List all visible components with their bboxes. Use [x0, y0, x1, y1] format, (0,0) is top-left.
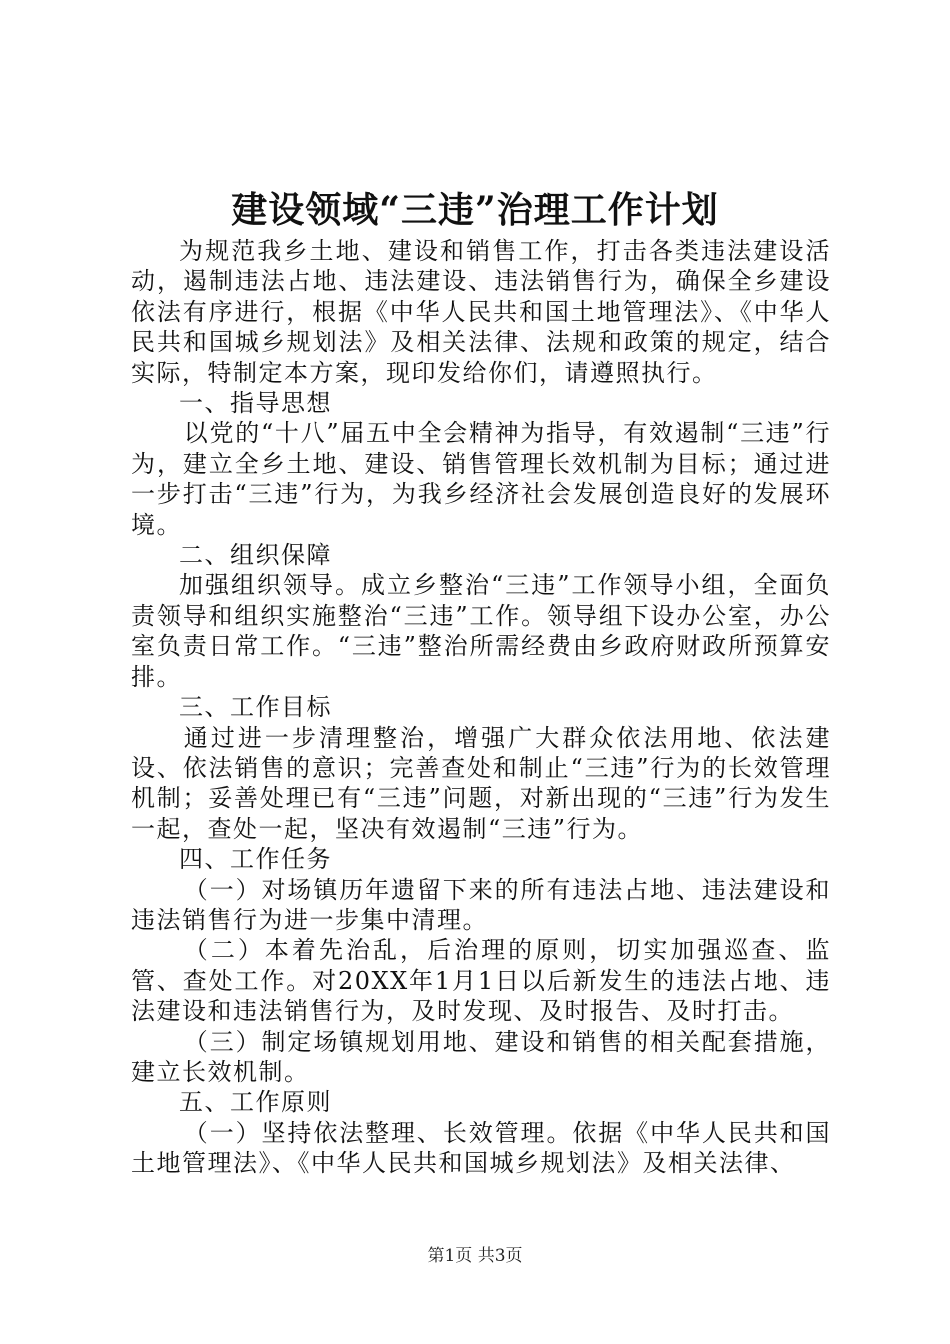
organization-paragraph: 加强组织领导。成立乡整治“三违”工作领导小组，全面负责领导和组织实施整治“三违”工作。领导组下设办公室，办公室负责日常工作。“三违”整治所需经费由乡政府财政所预算安排。 — [131, 571, 831, 691]
task-item-1: （一）对场镇历年遗留下来的所有违法占地、违法建设和违法销售行为进一步集中清理。 — [131, 875, 831, 934]
task-item-3: （三）制定场镇规划用地、建设和销售的相关配套措施，建立长效机制。 — [131, 1027, 831, 1086]
guiding-ideology-paragraph: 以党的“十八”届五中全会精神为指导，有效遏制“三违”行为，建立全乡土地、建设、销售管理长效机制为目标；通过进一步打击“三违”行为，为我乡经济社会发展创造良好的发展环境。 — [131, 419, 831, 539]
section-heading-principles: 五、工作原则 — [179, 1088, 332, 1117]
principle-item-1: （一）坚持依法整理、长效管理。依据《中华人民共和国土地管理法》、《中华人民共和国城乡规划法》及相关法律、 — [131, 1118, 831, 1178]
goals-paragraph: 通过进一步清理整治，增强广大群众依法用地、依法建设、依法销售的意识；完善查处和制止“三违”行为的长效管理机制；妥善处理已有“三违”问题，对新出现的“三违”行为发生一起，查处一起，坚决有效遏制“三违”行为。 — [131, 723, 831, 843]
section-heading-organization: 二、组织保障 — [179, 541, 332, 570]
task-item-2: （二）本着先治乱，后治理的原则，切实加强巡查、监管、查处工作。对20XX年1月1日以后新发生的违法占地、违法建设和违法销售行为，及时发现、及时报告、及时打击。 — [131, 936, 831, 1026]
section-heading-goals: 三、工作目标 — [179, 693, 332, 722]
document-body — [131, 236, 831, 1179]
document-title: 建设领域“三违”治理工作计划 — [231, 189, 719, 231]
intro-paragraph: 为规范我乡土地、建设和销售工作，打击各类违法建设活动，遏制违法占地、违法建设、违法销售行为，确保全乡建设依法有序进行，根据《中华人民共和国土地管理法》、《中华人民共和国城乡规划法》及相关法律、法规和政策的规定，结合实际，特制定本方案，现印发给你们，请遵照执行。 — [131, 237, 831, 387]
page-number-footer: 第1页 共3页 — [427, 1246, 523, 1266]
section-heading-guiding-ideology: 一、指导思想 — [179, 389, 332, 418]
section-heading-tasks: 四、工作任务 — [179, 845, 332, 874]
